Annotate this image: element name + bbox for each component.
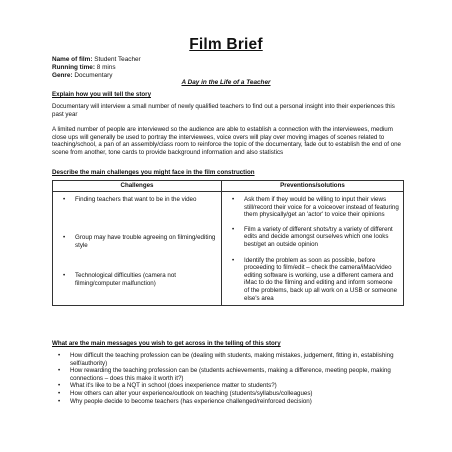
- challenges-table: [52, 180, 404, 306]
- messages-list: [52, 352, 402, 405]
- solution-item: [226, 196, 399, 219]
- challenge-text: Technological difficulties (camera not filming/computer malfunction): [75, 272, 176, 287]
- challenges-header-row: [53, 181, 404, 192]
- bullet-icon: •: [232, 225, 235, 233]
- bullet-icon: •: [63, 272, 66, 279]
- solution-text: Identify the problem as soon as possible, before proceeding to film/edit – check the camera/iMac/video editing software is working, use a different camera and iMac to do the filming and editing and inform someone of the problems, back up all work on a USB or someone else's area: [244, 256, 398, 302]
- bullet-icon: •: [232, 196, 235, 203]
- message-item: [52, 390, 402, 398]
- film-name-row: [52, 56, 141, 64]
- bullet-icon: •: [58, 367, 61, 375]
- running-time-value: 8 mins: [96, 64, 116, 71]
- genre-value: Documentary: [74, 72, 113, 79]
- bullet-icon: •: [58, 382, 61, 390]
- challenge-item: [57, 272, 217, 287]
- message-text: How others can alter your experience/outlook on teaching (students/syllabus/colleagues): [70, 389, 313, 397]
- message-item: [52, 382, 402, 390]
- bullet-icon: •: [58, 389, 61, 397]
- message-item: [52, 398, 402, 406]
- film-subtitle: A Day in the Life of a Teacher: [181, 79, 271, 86]
- challenge-text: Finding teachers that want to be in the video: [75, 196, 197, 203]
- message-text: How difficult the teaching profession can be (dealing with students, making mistakes, judgement, fitting in, establishing self/authority): [70, 352, 394, 367]
- message-text: How rewarding the teaching profession can be (students achievements, making a difference, meeting people, making connections – does this make it worth it?): [70, 367, 391, 382]
- challenge-item: [57, 196, 217, 234]
- message-text: Why people decide to become teachers (has experience challenged/reinforced decision): [70, 397, 312, 405]
- film-meta: [52, 56, 141, 80]
- running-time-row: [52, 64, 141, 72]
- film-name-value: Student Teacher: [94, 56, 141, 63]
- bullet-icon: •: [58, 397, 61, 405]
- solution-text: Film a variety of different shots/try a variety of different edits and decide amongst ourselves which one looks best/get an outside opinion: [244, 225, 393, 248]
- challenges-cell: [53, 192, 222, 306]
- bullet-icon: •: [232, 256, 235, 264]
- story-heading: Explain how you will tell the story: [52, 91, 152, 98]
- challenges-body-row: [53, 192, 404, 306]
- message-item: [52, 352, 402, 367]
- challenges-list: [57, 196, 217, 287]
- solution-item: [226, 226, 399, 249]
- message-text: What it's like to be a NQT in school (does inexperience matter to students?): [70, 382, 277, 390]
- challenges-column-header: Challenges: [53, 181, 222, 192]
- solution-item: [226, 257, 399, 303]
- challenge-text: Group may have trouble agreeing on filming/editing style: [75, 234, 216, 249]
- film-name-label: Name of film:: [52, 56, 93, 63]
- bullet-icon: •: [63, 234, 66, 241]
- story-paragraph-1: Documentary will interview a small number of newly qualified teachers to find out a personal insight into their experiences this past year: [52, 103, 395, 118]
- genre-label: Genre:: [52, 72, 73, 79]
- challenge-item: [57, 234, 217, 272]
- messages-heading: What are the main messages you wish to get across in the telling of this story: [52, 340, 281, 347]
- challenges-heading: Describe the main challenges you might face in the film construction: [52, 169, 255, 176]
- solutions-cell: [222, 192, 404, 306]
- solution-text: Ask them if they would be willing to input their views still/record their voice for a voiceover instead of featuring them physically/get an 'actor' to voice their opinions: [244, 196, 399, 219]
- solutions-list: [226, 196, 399, 302]
- message-item: [52, 367, 402, 382]
- running-time-label: Running time:: [52, 64, 95, 71]
- page-title: Film Brief: [189, 36, 263, 53]
- bullet-icon: •: [58, 352, 61, 359]
- solutions-column-header: Preventions/solutions: [222, 181, 404, 192]
- story-paragraph-2: A limited number of people are interviewed so the audience are able to establish a connection with the interviewees, medium close ups will generally be used to portray the interviewees, voice overs will play over moving images of scenes related to teaching/school, a pan of an assembly/class room to reinforce the topic of the documentary, fade out to establish the end of one scene from another, tone cards to provide background information and also statistics: [52, 126, 402, 156]
- bullet-icon: •: [63, 196, 66, 203]
